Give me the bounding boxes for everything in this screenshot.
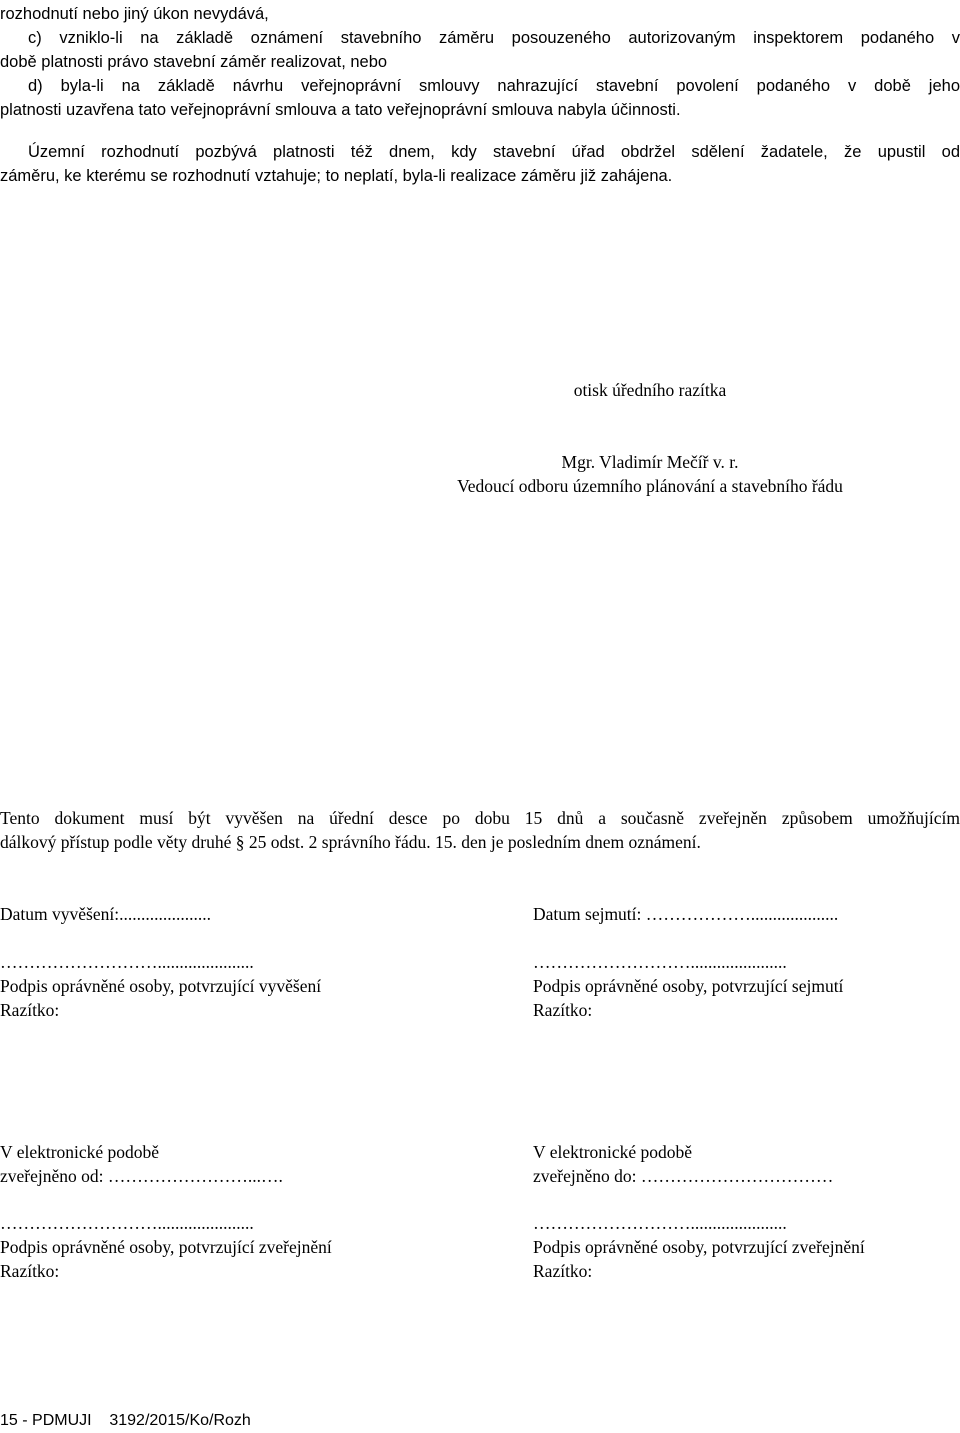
removal-date-field: Datum sejmutí: ……………….................... <box>533 904 839 924</box>
stamp-field-label: Razítko: <box>0 1000 60 1020</box>
posting-date-field: Datum vyvěšení:..................... <box>0 904 211 924</box>
validity-paragraph <box>0 140 960 188</box>
intro-line: době platnosti právo stavební záměr realizovat, nebo <box>0 53 388 71</box>
footer-reference: 3192/2015/Ko/Rozh <box>109 1412 251 1429</box>
posting-left-column <box>0 902 480 1022</box>
paragraph-line: Územní rozhodnutí pozbývá platnosti též dnem, kdy stavební úřad obdržel sdělení žadatele, že upustil od <box>28 143 960 161</box>
intro-line: c) vzniklo-li na základě oznámení stavebního záměru posouzeného autorizovaným inspektorem podaného v <box>28 29 960 47</box>
electronic-heading: V elektronické podobě <box>533 1142 693 1162</box>
stamp-field-label: Razítko: <box>0 1261 60 1281</box>
intro-line: platnosti uzavřena tato veřejnoprávní smlouva a tato veřejnoprávní smlouva nabyla účinnosti. <box>0 101 681 119</box>
published-to-field: zveřejněno do: …………………………… <box>533 1166 834 1186</box>
electronic-heading: V elektronické podobě <box>0 1142 160 1162</box>
notice-line: dálkový přístup podle věty druhé § 25 odst. 2 správního řádu. 15. den je posledním dnem oznámení. <box>0 832 701 852</box>
intro-line: rozhodnutí nebo jiný úkon nevydává, <box>0 5 269 23</box>
stamp-field-label: Razítko: <box>533 1261 593 1281</box>
signatory-name: Mgr. Vladimír Mečíř v. r. <box>561 452 739 472</box>
electronic-left-column <box>0 1140 480 1283</box>
intro-text <box>0 2 960 122</box>
intro-line: d) byla-li na základě návrhu veřejnoprávní smlouvy nahrazující stavební povolení podaného v době jeho <box>28 77 960 95</box>
signatory-title: Vedoucí odboru územního plánování a stavebního řádu <box>457 476 843 496</box>
stamp-field-label: Razítko: <box>533 1000 593 1020</box>
page-footer <box>0 1409 251 1433</box>
posting-notice <box>0 806 960 854</box>
stamp-placeholder <box>400 378 900 402</box>
electronic-right-column <box>533 1140 960 1283</box>
published-from-field: zveřejněno od: ……………………...…. <box>0 1166 283 1186</box>
signatory-block <box>400 450 900 498</box>
stamp-label: otisk úředního razítka <box>573 380 727 400</box>
posting-right-column <box>533 902 960 1022</box>
signature-label: Podpis oprávněné osoby, potvrzující zveřejnění <box>0 1237 332 1257</box>
paragraph-line: záměru, ke kterému se rozhodnutí vztahuje; to neplatí, byla-li realizace záměru již zahájena. <box>0 167 673 185</box>
signature-dots: ………………………...................... <box>533 952 787 972</box>
signature-label: Podpis oprávněné osoby, potvrzující vyvěšení <box>0 976 322 996</box>
footer-page-number: 15 - PDMUJI <box>0 1412 92 1429</box>
signature-dots: ………………………...................... <box>0 952 254 972</box>
signature-dots: ………………………...................... <box>533 1213 787 1233</box>
signature-dots: ………………………...................... <box>0 1213 254 1233</box>
signature-label: Podpis oprávněné osoby, potvrzující sejmutí <box>533 976 844 996</box>
notice-line: Tento dokument musí být vyvěšen na úřední desce po dobu 15 dnů a současně zveřejněn způsobem umožňujícím <box>0 808 960 828</box>
signature-label: Podpis oprávněné osoby, potvrzující zveřejnění <box>533 1237 865 1257</box>
